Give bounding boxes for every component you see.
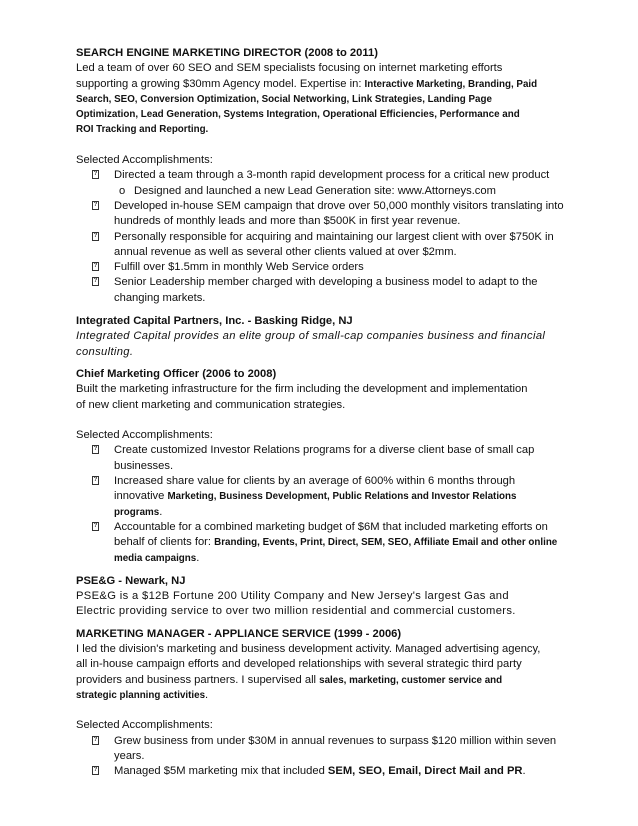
- job-title-cmo: Chief Marketing Officer (2006 to 2008): [76, 367, 277, 380]
- sub-bullet-marker: o: [119, 184, 126, 197]
- list-item: ? Create customized Investor Relations programs for a diverse client base of small cap businesses.: [76, 443, 566, 474]
- bullet-icon: [92, 736, 99, 745]
- bullet-icon: [92, 476, 99, 485]
- bullet-icon: [92, 277, 99, 286]
- accomplishments-list: [76, 199, 566, 306]
- job-summary-marketing-manager: I led the division's marketing and business development activity. Managed advertising agency, all in-house campaign efforts and developed relationships with several strategic third party providers and business partners. I supervised all sales, marketing, customer service and strategic planning activities.: [76, 642, 541, 701]
- job-summary-cmo: Built the marketing infrastructure for the firm including the development and implementation of new client marketing and communication strategies.: [76, 383, 528, 411]
- list-item: ? Developed in-house SEM campaign that drove over 50,000 monthly visitors translating into hundreds of monthly leads and more than $500K in first year revenue.: [76, 199, 566, 230]
- company-name-pseg: PSE&G - Newark, NJ: [76, 574, 186, 587]
- list-item: ? Personally responsible for acquiring and maintaining our largest client with over $750K in annual revenue as well as several other clients valued at over $2mm.: [76, 230, 566, 261]
- resume-page: [76, 46, 566, 780]
- job-title-sem-director: SEARCH ENGINE MARKETING DIRECTOR (2008 to 2011): [76, 47, 378, 59]
- list-item: ? Directed a team through a 3-month rapid development process for a critical new product: [76, 168, 566, 183]
- accomplishments-list: [76, 443, 566, 565]
- list-item: ? Senior Leadership member charged with developing a business model to adapt to the changing markets.: [76, 275, 566, 306]
- bullet-icon: [92, 201, 99, 210]
- bullet-icon: [92, 522, 99, 531]
- accomplishments-list: [76, 168, 566, 183]
- company-name-integrated-capital: Integrated Capital Partners, Inc. - Basking Ridge, NJ: [76, 315, 353, 328]
- list-item: ? Managed $5M marketing mix that included SEM, SEO, Email, Direct Mail and PR.: [76, 764, 566, 779]
- list-item: ? Accountable for a combined marketing budget of $6M that included marketing efforts on behalf of clients for: Branding, Events, Print, Direct, SEM, SEO, Affiliate Email and other online media campaigns.: [76, 520, 566, 566]
- job-summary-sem-director: Led a team of over 60 SEO and SEM specialists focusing on internet marketing efforts supporting a growing $30mm Agency model. Expertise in: Interactive Marketing, Branding, Paid Search, SEO, Conversion Optimization, Social Networking, Link Strategies, Landing Page Optimization, Lead Generation, Systems Integration, Operational Efficiencies, Performance and ROI Tracking and Reporting.: [76, 62, 538, 136]
- list-item: ? Grew business from under $30M in annual revenues to surpass $120 million within seven years.: [76, 734, 566, 765]
- company-description: PSE&G is a $12B Fortune 200 Utility Company and New Jersey's largest Gas and Electric providing service to over two million residential and commercial customers.: [76, 590, 516, 618]
- bullet-icon: [92, 445, 99, 454]
- bullet-icon: [92, 232, 99, 241]
- list-item: ? Fulfill over $1.5mm in monthly Web Service orders: [76, 260, 566, 275]
- bullet-icon: [92, 766, 99, 775]
- bullet-icon: [92, 170, 99, 179]
- accomplishments-list: [76, 734, 566, 780]
- accomplishments-label: Selected Accomplishments:: [76, 429, 213, 442]
- list-item: ? Increased share value for clients by an average of 600% within 6 months through innovative Marketing, Business Development, Public Relations and Investor Relations programs.: [76, 474, 566, 520]
- accomplishments-label: Selected Accomplishments:: [76, 719, 213, 732]
- accomplishments-label: Selected Accomplishments:: [76, 154, 213, 167]
- job-title-marketing-manager: MARKETING MANAGER - APPLIANCE SERVICE (1999 - 2006): [76, 627, 402, 640]
- sub-list-item: o Designed and launched a new Lead Generation site: www.Attorneys.com: [76, 184, 566, 199]
- bullet-icon: [92, 262, 99, 271]
- company-description: Integrated Capital provides an elite group of small-cap companies business and financial consulting.: [76, 330, 546, 358]
